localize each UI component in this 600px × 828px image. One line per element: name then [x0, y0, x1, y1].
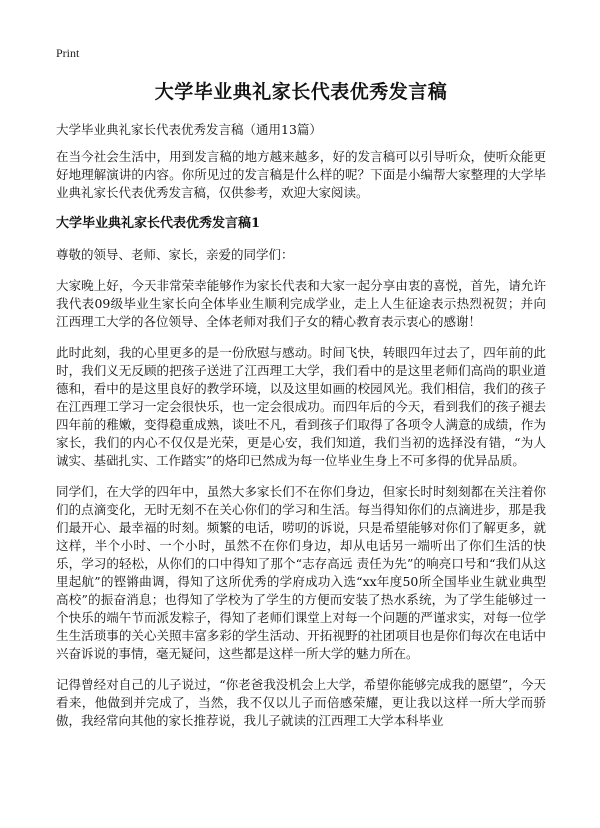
page-title: 大学毕业典礼家长代表优秀发言稿 — [154, 81, 448, 103]
body-paragraph: 此时此刻，我的心里更多的是一份欣慰与感动。时间飞快，转眼四年过去了，四年前的此时，我们义无反顾的把孩子送进了江西理工大学，我们看中的是这里老师们高尚的职业道德和，看中的是这里良好的教学环境，以及这里如画的校园风光。我们相信，我们的孩子在江西理工学习一定会很快乐，也一定会很成功。而四年后的今天，看到我们的孩子褪去四年前的稚嫩，变得稳重成熟，谈吐不凡，看到孩子们取得了各项令人满意的成绩，作为家长，我们的内心不仅仅是光荣，更是心安，我们知道，我们当初的选择没有错，“为人诚实、基础扎实、工作踏实”的烙印已然成为每一位毕业生身上不可多得的优异品质。 — [56, 345, 546, 468]
section-heading: 大学毕业典礼家长代表优秀发言稿1 — [56, 216, 261, 231]
document-body — [56, 148, 546, 743]
intro-paragraph: 在当今社会生活中，用到发言稿的地方越来越多，好的发言稿可以引导听众，使听众能更好地理解演讲的内容。你所见过的发言稿是什么样的呢？下面是小编帮大家整理的大学毕业典礼家长代表优秀发言稿，仅供参考，欢迎大家阅读。 — [56, 149, 546, 200]
body-paragraph: 大家晚上好，今天非常荣幸能够作为家长代表和大家一起分享由衷的喜悦，首先，请允许我代表09级毕业生家长向全体毕业生顺利完成学业，走上人生征途表示热烈祝贺；并向江西理工大学的各位领导、全体老师对我们子女的精心教育表示衷心的感谢！ — [56, 278, 546, 329]
print-link[interactable]: Print — [56, 46, 80, 60]
document-subtitle: 大学毕业典礼家长代表优秀发言稿（通用13篇） — [56, 122, 322, 137]
salutation-paragraph: 尊敬的领导、老师、家长，亲爱的同学们： — [56, 247, 294, 262]
body-paragraph: 同学们，在大学的四年中，虽然大多家长们不在你们身边，但家长时时刻刻都在关注着你们的点滴变化，无时无刻不在关心你们的学习和生活。每当得知你们的点滴进步，那是我们最开心、最幸福的时刻。频繁的电话，唠叨的诉说，只是希望能够对你们了解更多，就这样，半个小时、一个小时，虽然不在你们身边，却从电话另一端听出了你们生活的快乐，学习的轻松，从你们的口中得知了那个“志存高远 责任为先”的响亮口号和“我们从这里起航”的铿锵曲调，得知了这所优秀的学府成功入选“xx年度50所全国毕业生就业典型高校”的振奋消息；也得知了学校为了学生的方便而安装了热水系统，为了学生能够过一个快乐的端午节而派发粽子，得知了老师们课堂上对每一个问题的严谨求实，对每一位学生生活琐事的关心关照丰富多彩的学生活动、开拓视野的社团项目也是你们每次在电话中兴奋诉说的事情，毫无疑问，这些都是这样一所大学的魅力所在。 — [56, 484, 546, 661]
body-paragraph: 记得曾经对自己的儿子说过，“你老爸我没机会上大学，希望你能够完成我的愿望”，今天看来，他做到并完成了，当然，我不仅以儿子而倍感荣耀，更让我以这样一所大学而骄傲，我经常向其他的家长推荐说，我儿子就读的江西理工大学本科毕业 — [56, 677, 546, 728]
